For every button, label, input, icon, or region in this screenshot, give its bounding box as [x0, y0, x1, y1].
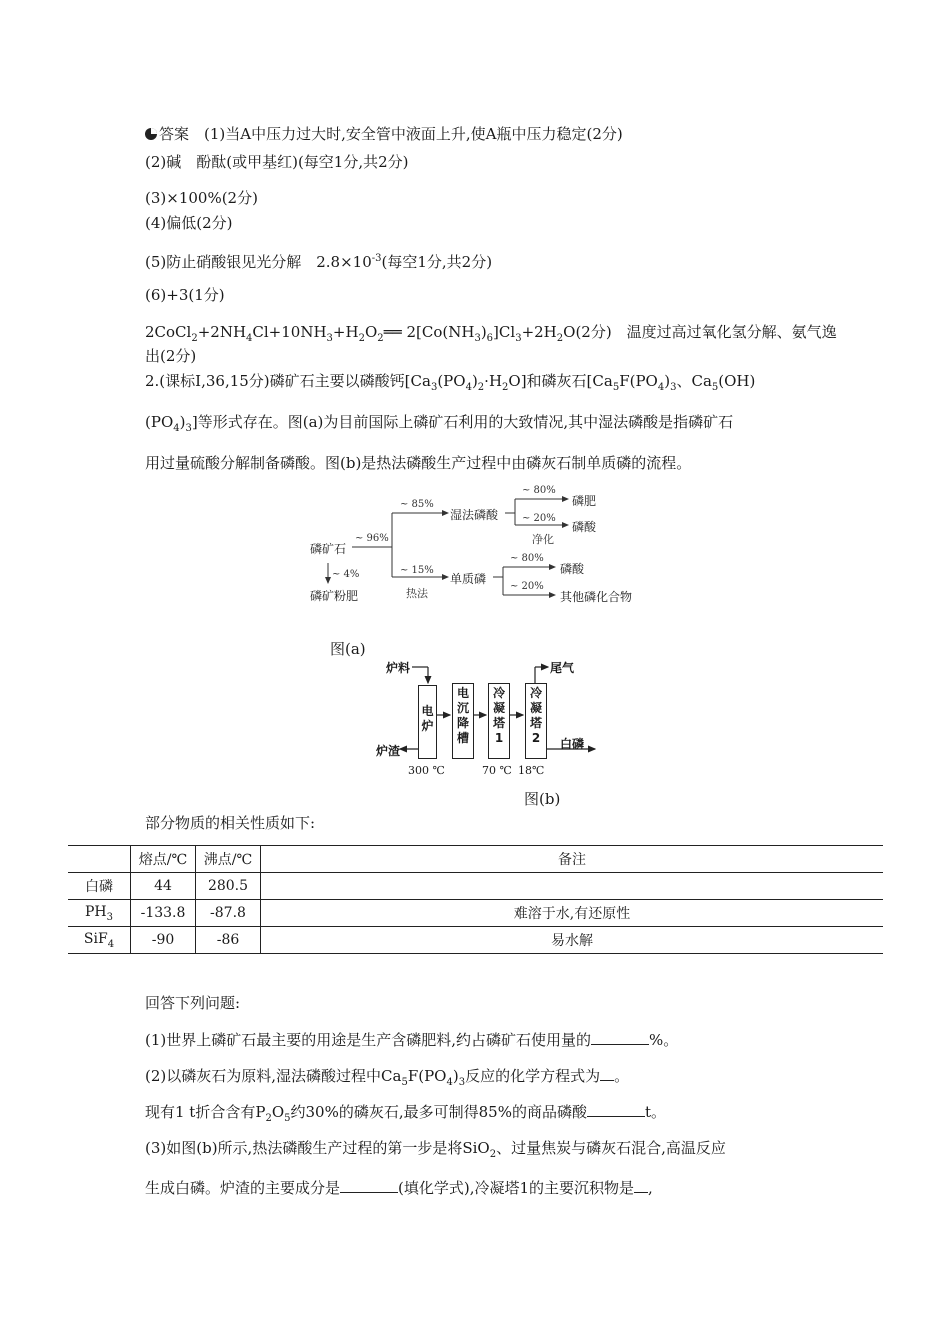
table-row: [68, 900, 883, 927]
node-ore: 磷矿石: [310, 542, 347, 556]
properties-table: [68, 845, 883, 954]
answer-line-7: 出(2分): [145, 347, 197, 365]
pct-15: ~ 15%: [400, 565, 434, 576]
node-phosphoric-acid-b: 磷酸: [560, 562, 585, 576]
pct-80b: ~ 80%: [510, 553, 544, 564]
cell-note: [261, 873, 884, 900]
answer-line-1: 答案 (1)当A中压力过大时,安全管中液面上升,使A瓶中压力稳定(2分): [145, 124, 623, 144]
node-elemental-p: 单质磷: [450, 572, 487, 586]
pct-96: ~ 96%: [355, 533, 389, 544]
node-phosphate-fertilizer: 磷肥: [572, 494, 597, 508]
cell-bp: -87.8: [196, 900, 261, 927]
header-cell: 熔点/℃: [131, 846, 196, 873]
cell-bp: -86: [196, 927, 261, 954]
node-other-compounds: 其他磷化合物: [560, 590, 633, 604]
pct-85: ~ 85%: [400, 499, 434, 510]
answer-blank-2[interactable]: [600, 1066, 614, 1081]
answer-line-3: (3)×100%(2分): [145, 189, 258, 207]
pct-20a: ~ 20%: [522, 513, 556, 524]
box-condenser-1: 冷凝塔1: [488, 683, 510, 759]
tail-gas-label: 尾气: [550, 661, 575, 675]
table-row: [68, 873, 883, 900]
answer-blank-5[interactable]: [634, 1178, 648, 1193]
question-line-1: 2.(课标Ⅰ,36,15分)磷矿石主要以磷酸钙$[Ca_3(PO_4)_2\cdot H_2O]$和磷灰石[$Ca_5F(PO_4)_3$、$Ca_5(OH)$: [145, 372, 756, 393]
question-2b: 现有1 t折合含有$P_2O_5$约30%的磷灰石,最多可制得85%的商品磷酸 t。: [145, 1103, 666, 1124]
cell-name: 白磷: [85, 879, 113, 895]
cell-note: 易水解: [261, 927, 884, 954]
question-3a: (3)如图(b)所示,热法磷酸生产过程的第一步是将SiO$_2$、过量焦炭与磷灰石混合,高温反应: [145, 1139, 726, 1160]
temp-70: 70 ℃: [482, 764, 512, 777]
answer-blank-1[interactable]: [591, 1030, 649, 1045]
node-powder-fertilizer: 磷矿粉肥: [310, 589, 359, 603]
pct-20b: ~ 20%: [510, 581, 544, 592]
cell-mp: -133.8: [131, 900, 196, 927]
cell-name: SiF$_4$: [83, 930, 115, 950]
answer-blank-3[interactable]: [587, 1102, 645, 1117]
question-3b: 生成白磷。炉渣的主要成分是 (填化学式),冷凝塔1的主要沉积物是 ,: [145, 1179, 653, 1197]
figure-b-caption: 图(b): [524, 790, 561, 808]
answer-line-4: (4)偏低(2分): [145, 214, 233, 232]
white-p-label: 白磷: [560, 737, 585, 751]
answer-icon: [145, 128, 157, 140]
cell-mp: -90: [131, 927, 196, 954]
question-2: (2)以磷灰石为原料,湿法磷酸过程中$Ca_5F(PO_4)_3$反应的化学方程式为 。: [145, 1067, 630, 1088]
answer-line-5: (5)防止硝酸银见光分解 $2.8\times 10^{-3}$(每空1分,共2分): [145, 253, 493, 271]
answer-line-6: (6)+3(1分): [145, 286, 225, 304]
cell-name: $PH_3$: [84, 903, 113, 923]
cell-bp: 280.5: [196, 873, 261, 900]
box-settler: 电沉降槽: [452, 683, 474, 759]
pct-80a: ~ 80%: [522, 485, 556, 496]
node-phosphoric-acid-a: 磷酸: [572, 520, 597, 534]
figure-a-caption: 图(a): [330, 640, 366, 658]
box-condenser-2: 冷凝塔2: [525, 683, 547, 759]
figure-a-diagram: [300, 485, 660, 625]
table-header-row: [68, 846, 883, 873]
slag-label: 炉渣: [376, 744, 401, 758]
purify-label: 净化: [532, 533, 554, 546]
header-cell: [68, 846, 131, 873]
answer-line-2: (2)碱 酚酞(或甲基红)(每空1分,共2分): [145, 153, 409, 171]
table-row: [68, 927, 883, 954]
header-cell: 沸点/℃: [196, 846, 261, 873]
box-furnace: 电炉: [418, 685, 437, 759]
answer-equation: $2CoCl_2+2NH_4Cl+10NH_3+H_2O_2══$ $2[Co(NH_3)_6]Cl_3+2H_2O(2$分) 温度过高过氧化氢分解、氨气逸: [145, 323, 837, 344]
cell-mp: 44: [131, 873, 196, 900]
question-line-2: $(PO_4)_3$]等形式存在。图(a)为目前国际上磷矿石利用的大致情况,其中湿法磷酸是指磷矿石: [145, 413, 734, 434]
temp-18: 18℃: [518, 764, 545, 777]
thermal-label: 热法: [406, 587, 428, 600]
answer-label: 答案: [159, 125, 190, 143]
answer-blank-4[interactable]: [340, 1178, 398, 1193]
question-1: (1)世界上磷矿石最主要的用途是生产含磷肥料,约占磷矿石使用量的 %。: [145, 1031, 679, 1049]
node-wet-acid: 湿法磷酸: [450, 508, 499, 522]
temp-300: 300 ℃: [408, 764, 445, 777]
feed-label: 炉料: [386, 661, 411, 675]
header-cell: 备注: [261, 846, 884, 873]
question-line-3: 用过量硫酸分解制备磷酸。图(b)是热法磷酸生产过程中由磷灰石制单质磷的流程。: [145, 454, 692, 472]
pct-4: ~ 4%: [332, 569, 360, 580]
figure-b-diagram: [370, 655, 610, 785]
table-intro: 部分物质的相关性质如下:: [145, 814, 316, 832]
questions-intro: 回答下列问题:: [145, 994, 241, 1012]
cell-note: 难溶于水,有还原性: [261, 900, 884, 927]
